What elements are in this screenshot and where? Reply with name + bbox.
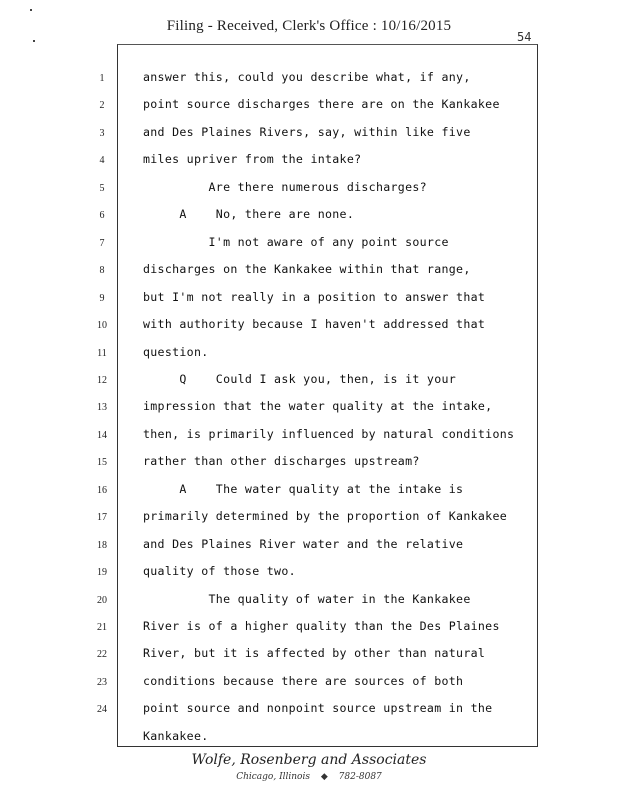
transcript-line: impression that the water quality at the intake, (143, 399, 493, 414)
scan-speck (30, 9, 32, 11)
line-number: 15 (97, 457, 107, 469)
transcript-frame (117, 44, 538, 747)
page-number: 54 (517, 30, 532, 44)
transcript-line: quality of those two. (143, 564, 296, 579)
line-number: 11 (97, 347, 107, 359)
line-number: 14 (97, 429, 107, 441)
transcript-line: point source and nonpoint source upstream in the (143, 701, 493, 716)
line-number: 3 (99, 127, 105, 139)
line-number: 8 (99, 265, 105, 277)
reporter-phone: 782-8087 (338, 772, 382, 782)
transcript-line: and Des Plaines Rivers, say, within like five (143, 124, 471, 139)
court-reporter-location (0, 772, 618, 782)
line-number: 22 (97, 649, 107, 661)
line-number: 9 (99, 292, 105, 304)
line-number: 6 (99, 210, 105, 222)
line-number: 24 (97, 704, 107, 716)
scan-speck (33, 40, 35, 42)
transcript-line: Kankakee. (143, 728, 209, 743)
transcript-line: River, but it is affected by other than natural (143, 646, 486, 661)
transcript-line: primarily determined by the proportion of Kankakee (143, 509, 508, 524)
line-number: 7 (99, 237, 105, 249)
line-number: 19 (97, 567, 107, 579)
transcript-line: conditions because there are sources of both (143, 673, 464, 688)
line-number: 20 (97, 594, 107, 606)
court-reporter-name: Wolfe, Rosenberg and Associates (191, 752, 427, 768)
transcript-line: River is of a higher quality than the Des Plaines (143, 619, 500, 633)
transcript-line: Are there numerous discharges? (143, 179, 427, 194)
transcript-line: with authority because I haven't addressed that (143, 317, 486, 332)
transcript-line: The quality of water in the Kankakee (143, 591, 471, 606)
line-number: 2 (99, 100, 105, 112)
diamond-separator-icon: ◆ (320, 772, 328, 782)
line-number: 18 (97, 539, 107, 551)
transcript-line: A The water quality at the intake is (143, 481, 464, 496)
transcript-line: question. (143, 344, 209, 359)
transcript-line: and Des Plaines River water and the relative (143, 536, 464, 551)
transcript-line: point source discharges there are on the Kankakee (143, 97, 500, 112)
transcript-line: then, is primarily influenced by natural conditions (143, 426, 515, 441)
transcript-line: A No, there are none. (143, 207, 355, 222)
transcript-line: Q Could I ask you, then, is it your (143, 371, 457, 386)
line-number: 16 (97, 484, 107, 496)
line-number: 4 (99, 155, 105, 167)
transcript-line: answer this, could you describe what, if any, (143, 70, 471, 84)
line-number: 12 (97, 374, 107, 386)
transcript-line: but I'm not really in a position to answer that (143, 289, 486, 304)
line-number: 13 (97, 402, 107, 414)
transcript-line: rather than other discharges upstream? (143, 454, 420, 469)
transcript-line: miles upriver from the intake? (143, 152, 362, 167)
transcript-line: discharges on the Kankakee within that range, (143, 262, 471, 277)
line-number: 21 (97, 622, 107, 633)
transcript-line: I'm not aware of any point source (143, 234, 449, 249)
filing-stamp: Filing - Received, Clerk's Office : 10/16/2015 (166, 18, 452, 34)
line-number: 23 (97, 676, 107, 688)
line-number: 17 (97, 512, 107, 524)
line-number: 10 (97, 320, 107, 332)
reporter-city: Chicago, Illinois (236, 772, 310, 782)
line-number: 1 (99, 73, 105, 84)
line-number: 5 (99, 182, 105, 194)
